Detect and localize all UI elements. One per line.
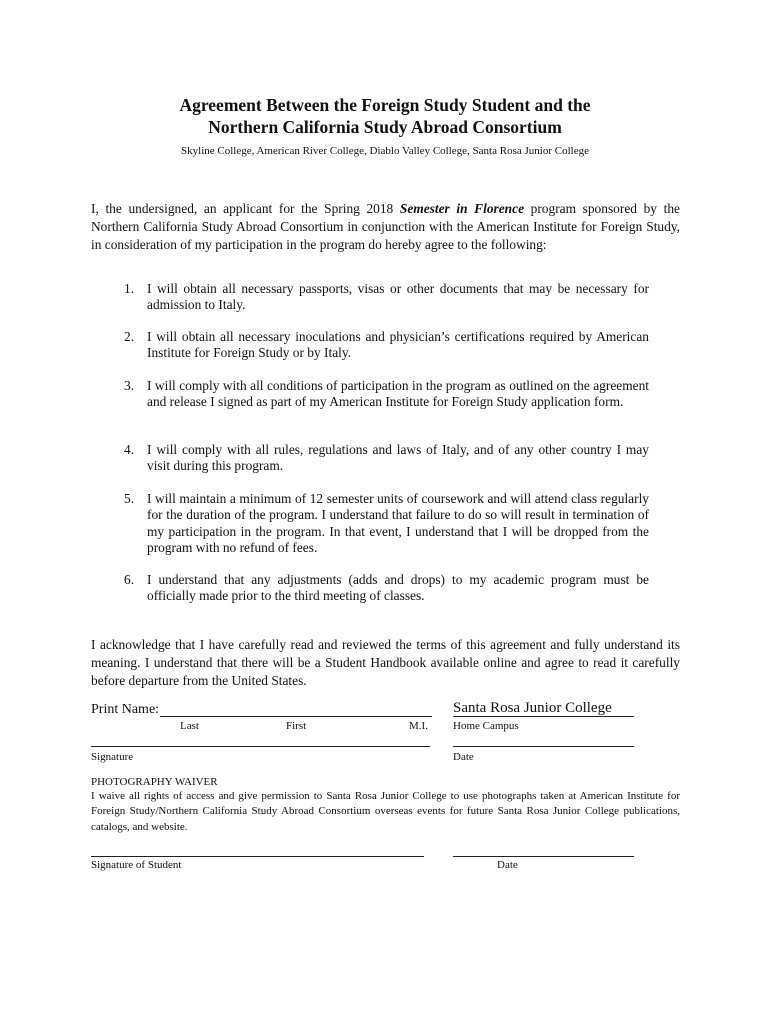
intro-paragraph [91,200,680,254]
list-item-text: I will comply with all conditions of participation in the program as outlined on the agreement and release I signed as part of my American Institute for Foreign Study application form. [147,378,649,410]
list-item-text: I will maintain a minimum of 12 semester units of coursework and will attend class regularly for the duration of the program. I understand that failure to do so will result in termination of my participation in the program. In that event, I understand that I will be dropped from the program with no refund of fees. [147,491,649,555]
intro-before: I, the undersigned, an applicant for the Spring 2018 [91,201,400,216]
title-line-2: Northern California Study Abroad Consortium [208,117,562,137]
waiver-text: I waive all rights of access and give permission to Santa Rosa Junior College to use photographs taken at American Institute for Foreign Study/Northern California Study Abroad Consortium overseas events for future Santa Rosa Junior College publications, catalogs, and website. [91,790,680,833]
waiver-date-label: Date [497,859,518,871]
title-line-1: Agreement Between the Foreign Study Student and the [179,95,591,115]
acknowledgement-paragraph: I acknowledge that I have carefully read and reviewed the terms of this agreement and fully understand its meaning. I understand that there will be a Student Handbook available online and agree to read it carefully before departure from the United States. [91,637,680,688]
date-label: Date [453,751,474,763]
student-signature-label: Signature of Student [91,859,182,871]
program-name: Semester in Florence [399,201,525,216]
waiver-heading: PHOTOGRAPHY WAIVER [91,776,218,788]
list-item-number: 1. [124,281,135,296]
middle-initial-label: M.I. [409,720,428,732]
signature-label: Signature [91,751,134,763]
list-item-text: I will comply with all rules, regulations and laws of Italy, and of any other country I may visit during this program. [147,442,649,474]
list-item-number: 3. [124,378,135,393]
intro-after: program sponsored by the Northern California Study Abroad Consortium in conjunction with the American Institute for Foreign Study, in consideration of my participation in the program do hereby agree to the following: [91,201,680,252]
signature-field[interactable] [91,746,430,747]
list-item-text: I understand that any adjustments (adds and drops) to my academic program must be officially made prior to the third meeting of classes. [147,572,649,604]
last-name-label: Last [180,720,199,732]
list-item-text: I will obtain all necessary passports, visas or other documents that may be necessary for admission to Italy. [147,281,649,313]
list-item-number: 5. [124,491,135,506]
list-item-text: I will obtain all necessary inoculations and physician’s certifications required by American Institute for Foreign Study or by Italy. [147,329,649,361]
college-list: Skyline College, American River College, Diablo Valley College, Santa Rosa Junior College [181,145,589,157]
home-campus-value: Santa Rosa Junior College [453,700,612,716]
print-name-field[interactable] [160,716,432,717]
home-campus-field[interactable] [453,716,634,717]
list-item-number: 6. [124,572,135,587]
first-name-label: First [286,720,307,732]
date-field[interactable] [453,746,634,747]
print-name-label: Print Name: [91,702,160,717]
home-campus-label: Home Campus [453,720,519,732]
list-item-number: 2. [124,329,135,344]
student-signature-field[interactable] [91,856,424,857]
list-item-number: 4. [124,442,135,457]
waiver-date-field[interactable] [453,856,634,857]
